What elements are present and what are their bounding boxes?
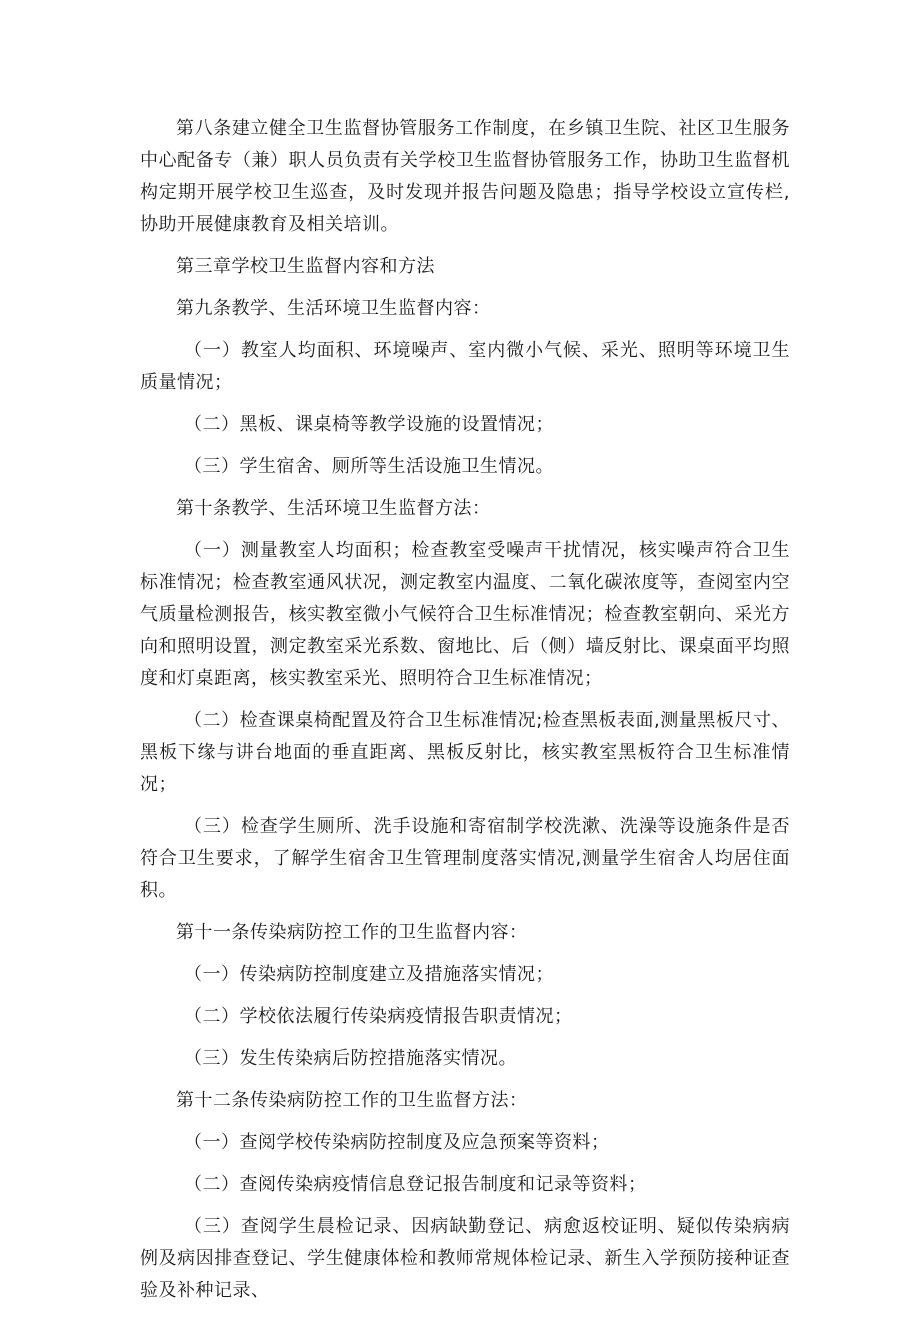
list-item-11-2: （二）学校依法履行传染病疫情报告职责情况； xyxy=(184,1006,573,1027)
list-item-12-1: （一）查阅学校传染病防控制度及应急预案等资料； xyxy=(184,1132,610,1153)
chapter-3-heading: 第三章学校卫生监督内容和方法 xyxy=(176,256,435,277)
paragraph-article-8: 第八条建立健全卫生监督协管服务工作制度，在乡镇卫生院、社区卫生服务中心配备专（兼）职人员负责有关学校卫生监督协管服务工作，协助卫生监督机构定期开展学校卫生巡查，及时发现并报告问题及隐患；指导学校设立宣传栏,协助开展健康教育及相关培训。 xyxy=(140,118,790,235)
list-item-9-3: （三）学生宿舍、厕所等生活设施卫生情况。 xyxy=(184,456,554,477)
list-item-9-1: （一）教室人均面积、环境噪声、室内微小气候、采光、照明等环境卫生质量情况； xyxy=(140,340,790,393)
list-item-10-1: （一）测量教室人均面积；检查教室受噪声干扰情况，核实噪声符合卫生标准情况；检查教室通风状况，测定教室内温度、二氧化碳浓度等，查阅室内空气质量检测报告，核实教室微小气候符合卫生标准情况；检查教室朝向、采光方向和照明设置，测定教室采光系数、窗地比、后（侧）墙反射比、课桌面平均照度和灯桌距离，核实教室采光、照明符合卫生标准情况； xyxy=(140,540,790,689)
list-item-9-2: （二）黑板、课桌椅等教学设施的设置情况； xyxy=(184,414,554,435)
document-body xyxy=(140,113,790,1317)
list-item-10-3: （三）检查学生厕所、洗手设施和寄宿制学校洗漱、洗澡等设施条件是否符合卫生要求，了解学生宿舍卫生管理制度落实情况,测量学生宿舍人均居住面积。 xyxy=(140,816,790,901)
list-item-12-3: （三）查阅学生晨检记录、因病缺勤登记、病愈返校证明、疑似传染病病例及病因排查登记、学生健康体检和教师常规体检记录、新生入学预防接种证查验及补种记录、 xyxy=(140,1216,790,1301)
paragraph-article-9: 第九条教学、生活环境卫生监督内容： xyxy=(176,298,491,319)
paragraph-article-12: 第十二条传染病防控工作的卫生监督方法： xyxy=(176,1090,528,1111)
list-item-12-2: （二）查阅传染病疫情信息登记报告制度和记录等资料； xyxy=(184,1174,647,1195)
list-item-10-2: （二）检查课桌椅配置及符合卫生标准情况;检查黑板表面,测量黑板尺寸、黑板下缘与讲台地面的垂直距离、黑板反射比，核实教室黑板符合卫生标准情况； xyxy=(140,710,790,795)
list-item-11-1: （一）传染病防控制度建立及措施落实情况； xyxy=(184,964,554,985)
paragraph-article-11: 第十一条传染病防控工作的卫生监督内容： xyxy=(176,922,528,943)
paragraph-article-10: 第十条教学、生活环境卫生监督方法： xyxy=(176,498,491,519)
list-item-11-3: （三）发生传染病后防控措施落实情况。 xyxy=(184,1048,517,1069)
